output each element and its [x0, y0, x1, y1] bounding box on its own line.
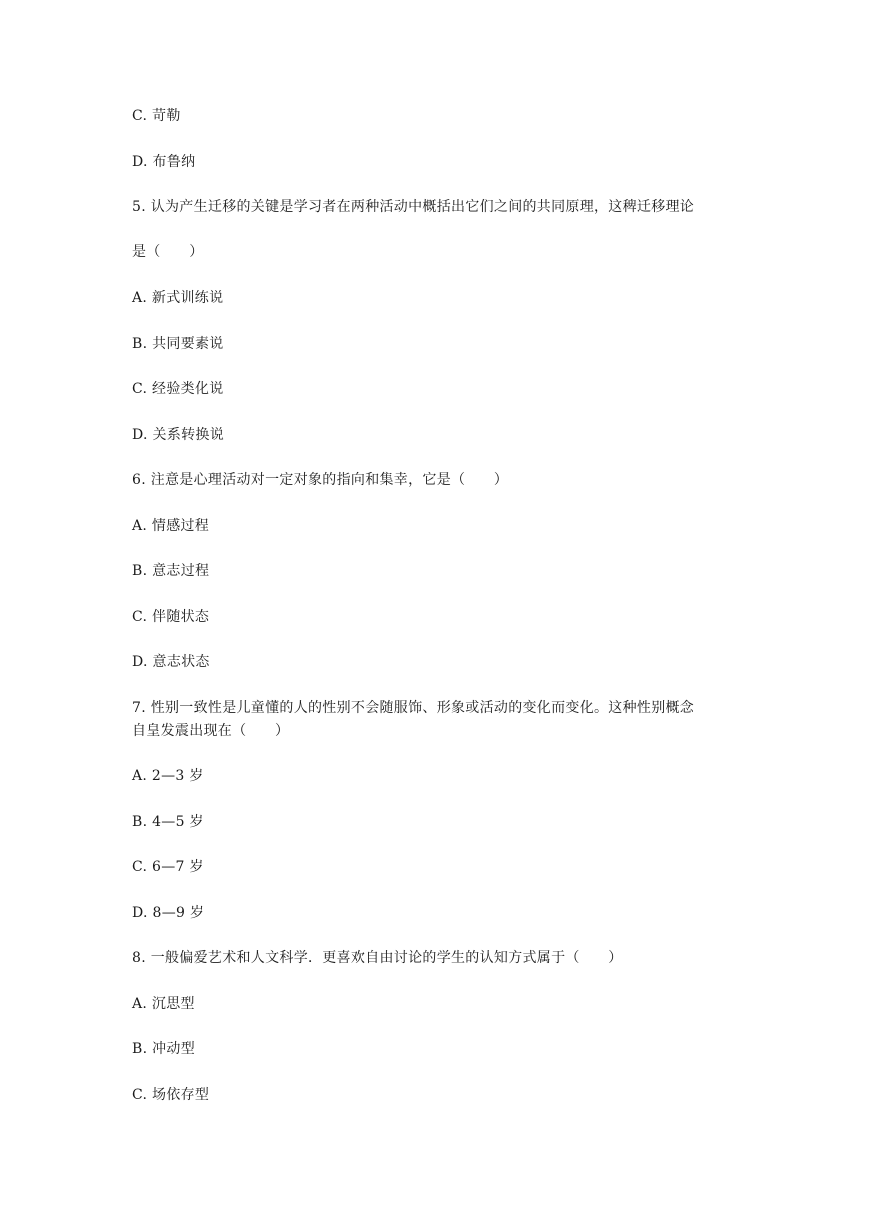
- question-7-text: 7. 性别一致性是儿童懂的人的性别不会随服饰、形象或活动的变化而变化。这种性别概念: [132, 700, 695, 716]
- question-7-text-cont: 自皇发震出现在（ ）: [132, 723, 290, 739]
- option-c-q6: C. 伴随状态: [132, 609, 210, 625]
- option-c-q5: C. 经验类化说: [132, 381, 224, 397]
- option-d-q7: D. 8—9 岁: [132, 905, 205, 921]
- option-a-q5: A. 新式训练说: [132, 290, 224, 306]
- option-a-q7: A. 2—3 岁: [132, 768, 204, 784]
- option-a-q6: A. 情感过程: [132, 518, 210, 534]
- question-6-text: 6. 注意是心理活动对一定对象的指向和集幸，它是（ ）: [132, 472, 509, 488]
- question-8-text: 8. 一般偏爱艺术和人文科学．更喜欢自由讨论的学生的认知方式属于（ ）: [132, 950, 623, 966]
- option-c-q7: C. 6—7 岁: [132, 859, 204, 875]
- option-b-q7: B. 4—5 岁: [132, 814, 204, 830]
- option-d-q5: D. 关系转换说: [132, 427, 225, 443]
- question-5-text-cont: 是（ ）: [132, 244, 204, 260]
- question-5-text: 5. 认为产生迁移的关键是学习者在两种活动中概括出它们之间的共同原理，这稗迁移理论: [132, 199, 695, 215]
- option-b-q5: B. 共同要素说: [132, 336, 224, 352]
- option-c-q4: C. 苛勒: [132, 108, 181, 124]
- option-b-q6: B. 意志过程: [132, 563, 210, 579]
- option-b-q8: B. 冲动型: [132, 1041, 195, 1057]
- option-c-q8: C. 场依存型: [132, 1087, 210, 1103]
- option-d-q4: D. 布鲁纳: [132, 154, 196, 170]
- option-a-q8: A. 沉思型: [132, 996, 195, 1012]
- option-d-q6: D. 意志状态: [132, 654, 210, 670]
